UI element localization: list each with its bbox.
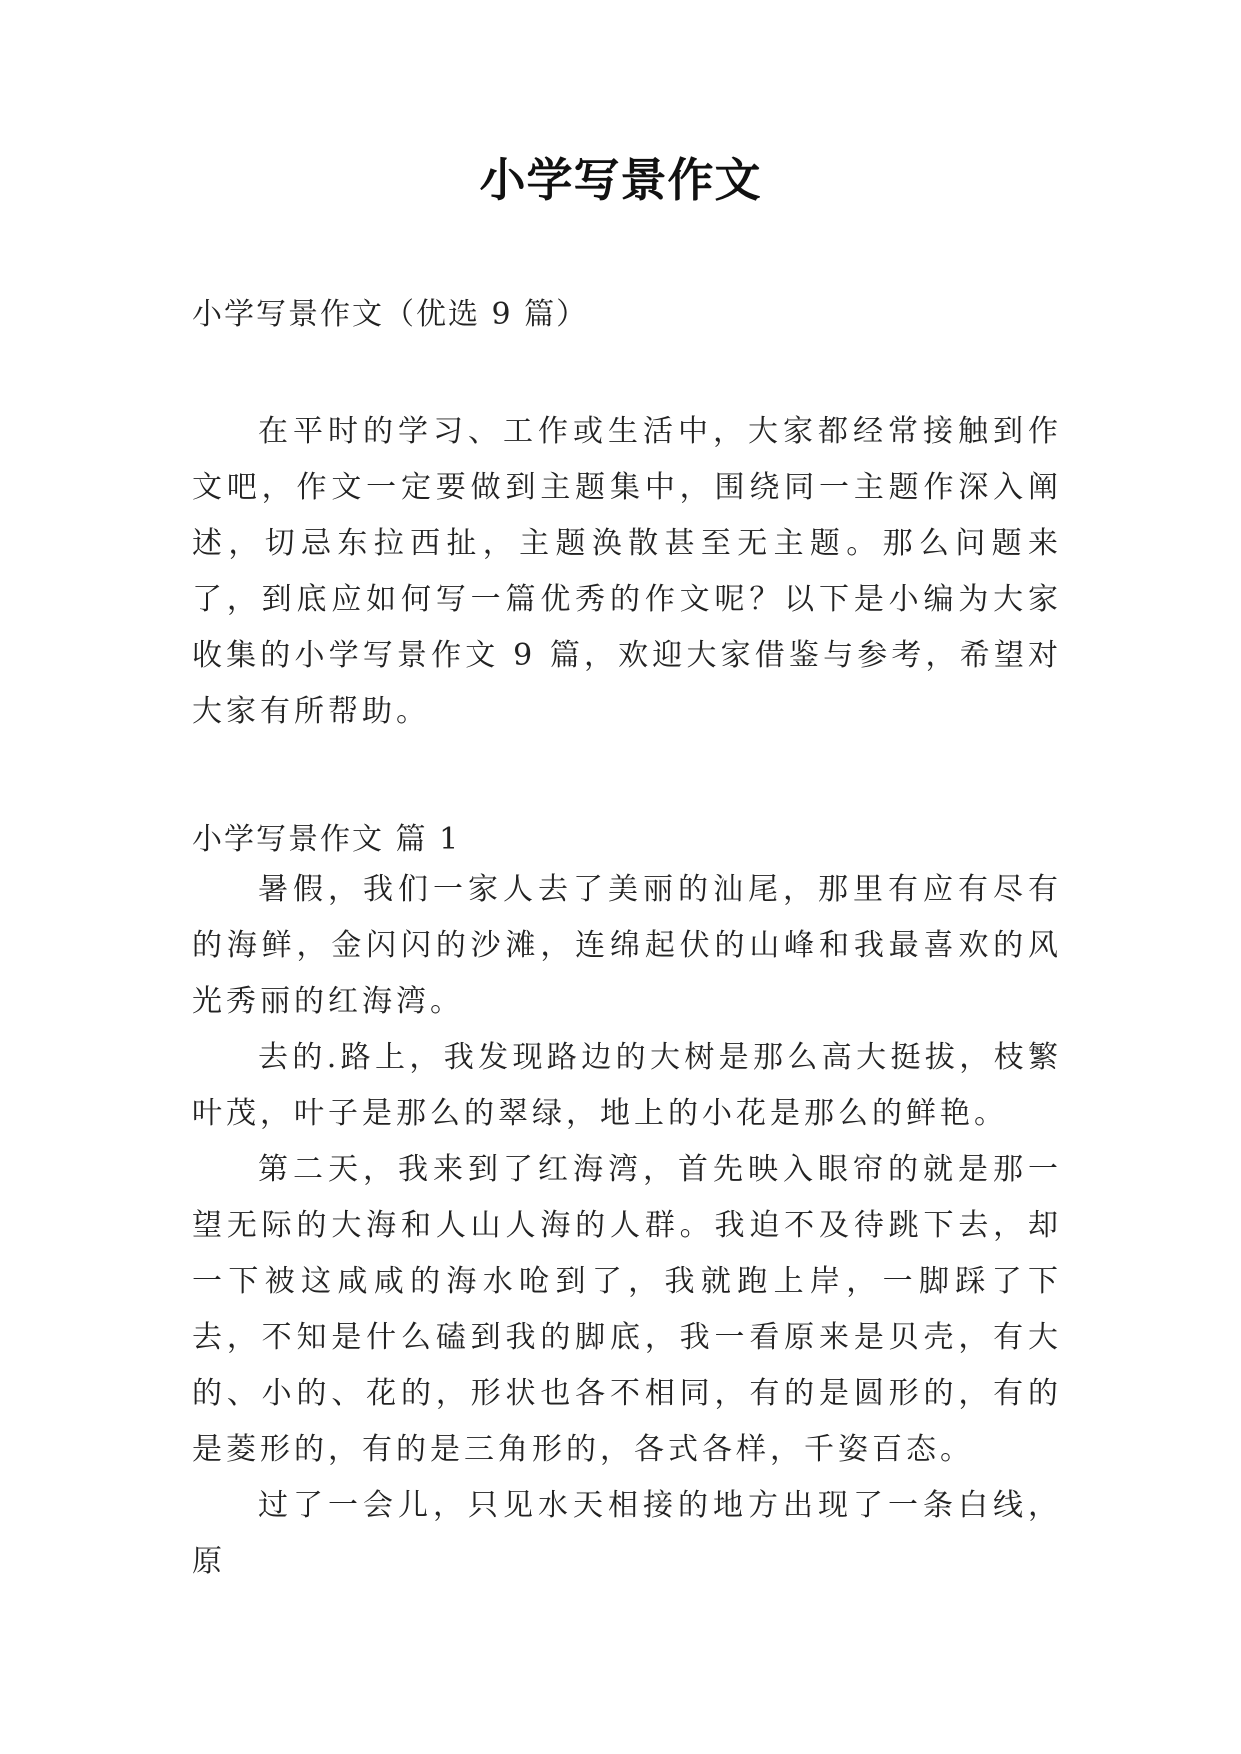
- intro-block: [192, 404, 1062, 740]
- essay-paragraph-2: 去的.路上，我发现路边的大树是那么高大挺拔，枝繁叶茂，叶子是那么的翠绿，地上的小花是那么的鲜艳。: [192, 1040, 1062, 1131]
- essay-paragraph-3: 第二天，我来到了红海湾，首先映入眼帘的就是那一望无际的大海和人山人海的人群。我迫不及待跳下去，却一下被这咸咸的海水呛到了，我就跑上岸，一脚踩了下去，不知是什么磕到我的脚底，我一看原来是贝壳，有大的、小的、花的，形状也各不相同，有的是圆形的，有的是菱形的，有的是三角形的，各式各样，千姿百态。: [192, 1152, 1062, 1467]
- document-subtitle: 小学写景作文（优选 9 篇）: [192, 297, 589, 332]
- section-heading: 小学写景作文 篇 1: [192, 822, 461, 857]
- intro-paragraph: 在平时的学习、工作或生活中，大家都经常接触到作文吧，作文一定要做到主题集中，围绕同一主题作深入阐述，切忌东拉西扯，主题涣散甚至无主题。那么问题来了，到底应如何写一篇优秀的作文呢？以下是小编为大家收集的小学写景作文 9 篇，欢迎大家借鉴与参考，希望对大家有所帮助。: [192, 414, 1062, 729]
- essay-body: [192, 862, 1062, 1590]
- document-title: 小学写景作文: [479, 153, 762, 207]
- essay-paragraph-1: 暑假，我们一家人去了美丽的汕尾，那里有应有尽有的海鲜，金闪闪的沙滩，连绵起伏的山峰和我最喜欢的风光秀丽的红海湾。: [192, 872, 1062, 1019]
- essay-paragraph-4: 过了一会儿，只见水天相接的地方出现了一条白线，原: [192, 1488, 1062, 1579]
